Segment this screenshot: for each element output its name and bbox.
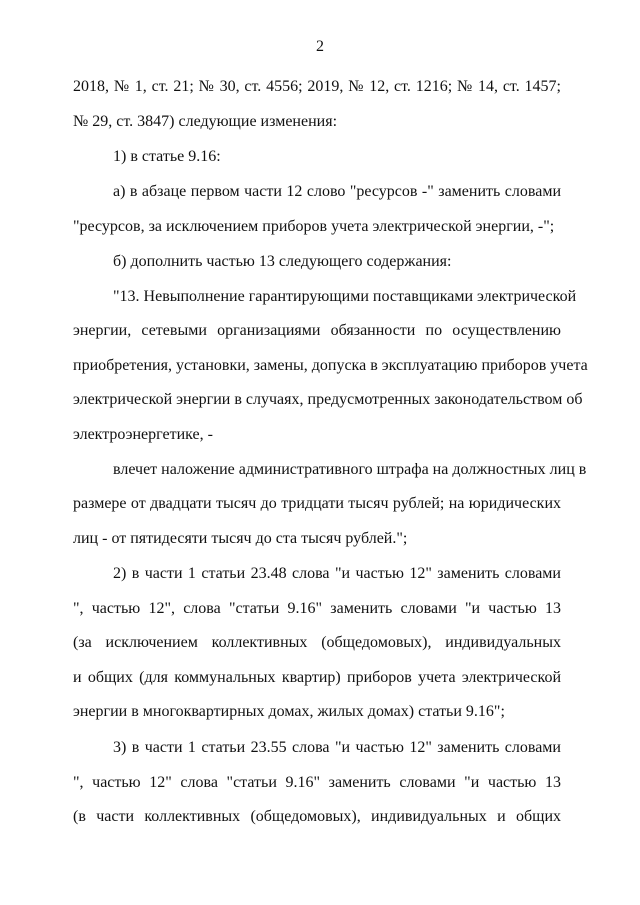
text-line: а) в абзаце первом части 12 слово "ресурсов -" заменить словами (113, 183, 561, 200)
text-line: (за исключением коллективных (общедомовых), индивидуальных (73, 634, 561, 651)
text-line: и общих (для коммунальных квартир) приборов учета электрической (73, 669, 561, 686)
text-line: электрической энергии в случаях, предусмотренных законодательством об (73, 391, 583, 408)
text-line: "ресурсов, за исключением приборов учета электрической энергии, -"; (73, 218, 555, 235)
text-line: (в части коллективных (общедомовых), индивидуальных и общих (73, 808, 561, 825)
text-line: размере от двадцати тысяч до тридцати тысяч рублей; на юридических (73, 495, 561, 512)
text-line: энергии, сетевыми организациями обязанности по осуществлению (73, 322, 561, 339)
text-line: энергии в многоквартирных домах, жилых домах) статьи 9.16"; (73, 703, 505, 720)
text-line: 1) в статье 9.16: (113, 148, 221, 165)
text-line: электроэнергетике, - (73, 426, 213, 443)
text-line: 3) в части 1 статьи 23.55 слова "и частью 12" заменить словами (113, 739, 561, 756)
text-line: 2018, № 1, ст. 21; № 30, ст. 4556; 2019, № 12, ст. 1216; № 14, ст. 1457; (73, 78, 561, 95)
text-line: ", частью 12" слова "статьи 9.16" заменить словами "и частью 13 (73, 774, 561, 791)
text-line: ", частью 12", слова "статьи 9.16" заменить словами "и частью 13 (73, 600, 561, 617)
text-line: приобретения, установки, замены, допуска в эксплуатацию приборов учета (73, 357, 588, 374)
text-line: б) дополнить частью 13 следующего содержания: (113, 253, 452, 270)
text-line: влечет наложение административного штрафа на должностных лиц в (113, 461, 587, 478)
page-number: 2 (316, 38, 324, 55)
text-line: 2) в части 1 статьи 23.48 слова "и частью 12" заменить словами (113, 565, 561, 582)
text-line: № 29, ст. 3847) следующие изменения: (73, 113, 338, 130)
text-line: лиц - от пятидесяти тысяч до ста тысяч рублей."; (73, 530, 408, 547)
text-line: "13. Невыполнение гарантирующими поставщиками электрической (113, 288, 577, 305)
